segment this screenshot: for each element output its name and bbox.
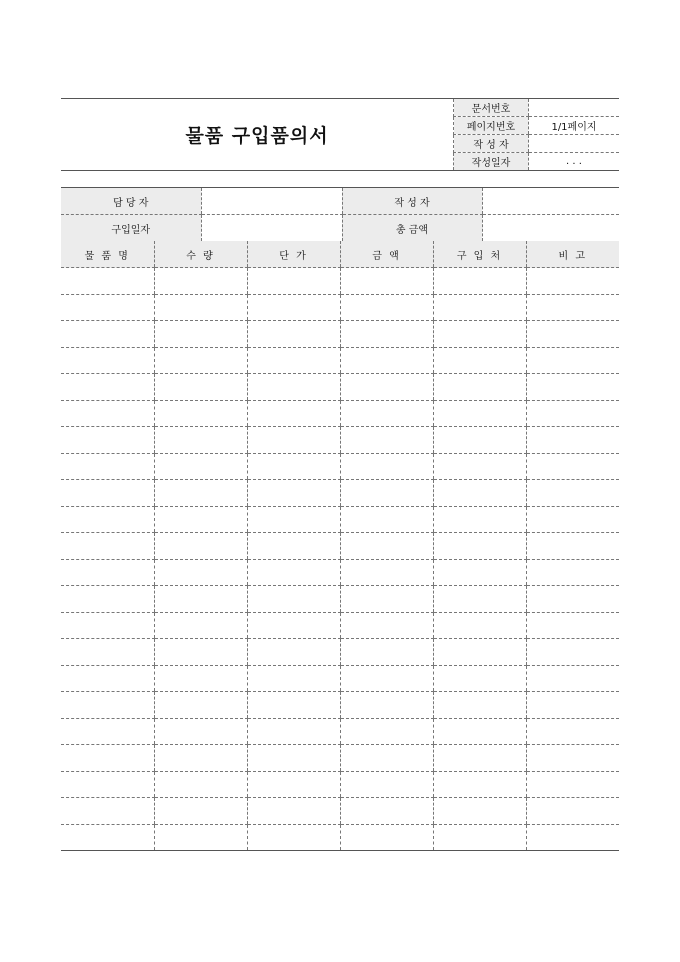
item-name-cell[interactable] (61, 559, 154, 586)
item-name-cell[interactable] (61, 321, 154, 348)
note-cell[interactable] (526, 639, 619, 666)
unit-price-cell[interactable] (247, 745, 340, 772)
amount-cell[interactable] (340, 718, 433, 745)
table-row (61, 453, 619, 480)
unit-price-cell[interactable] (247, 400, 340, 427)
item-name-cell[interactable] (61, 692, 154, 719)
amount-cell[interactable] (340, 586, 433, 613)
note-cell[interactable] (526, 400, 619, 427)
note-cell[interactable] (526, 798, 619, 825)
item-name-cell[interactable] (61, 824, 154, 851)
note-cell[interactable] (526, 374, 619, 401)
document-meta-table (453, 99, 619, 170)
quantity-cell[interactable] (154, 321, 247, 348)
unit-price-cell[interactable] (247, 294, 340, 321)
note-cell[interactable] (526, 347, 619, 374)
info-row-1 (61, 188, 619, 215)
note-cell[interactable] (526, 453, 619, 480)
item-name-cell[interactable] (61, 347, 154, 374)
total-amount-field[interactable] (482, 215, 619, 242)
unit-price-cell[interactable] (247, 586, 340, 613)
quantity-cell[interactable] (154, 533, 247, 560)
table-row (61, 559, 619, 586)
vendor-cell[interactable] (433, 480, 526, 507)
note-cell[interactable] (526, 480, 619, 507)
amount-cell[interactable] (340, 824, 433, 851)
amount-cell[interactable] (340, 771, 433, 798)
meta-row-author (454, 135, 620, 153)
page-number-label: 페이지번호 (454, 117, 529, 135)
unit-price-cell[interactable] (247, 665, 340, 692)
amount-cell[interactable] (340, 533, 433, 560)
unit-price-cell[interactable] (247, 771, 340, 798)
column-header-quantity: 수 량 (154, 241, 247, 268)
items-header-row (61, 241, 619, 268)
table-row (61, 533, 619, 560)
quantity-cell[interactable] (154, 586, 247, 613)
amount-cell[interactable] (340, 374, 433, 401)
quantity-cell[interactable] (154, 824, 247, 851)
item-name-cell[interactable] (61, 294, 154, 321)
table-row (61, 718, 619, 745)
vendor-cell[interactable] (433, 453, 526, 480)
purchase-date-field[interactable] (201, 215, 342, 242)
item-name-cell[interactable] (61, 798, 154, 825)
amount-cell[interactable] (340, 480, 433, 507)
meta-row-date (454, 153, 620, 171)
note-cell[interactable] (526, 559, 619, 586)
amount-cell[interactable] (340, 400, 433, 427)
note-cell[interactable] (526, 427, 619, 454)
document-header (61, 98, 619, 171)
unit-price-cell[interactable] (247, 718, 340, 745)
doc-number-field[interactable] (529, 99, 620, 117)
table-row (61, 745, 619, 772)
quantity-cell[interactable] (154, 374, 247, 401)
table-row (61, 506, 619, 533)
page-number-value: 1/1페이지 (529, 117, 620, 135)
quantity-cell[interactable] (154, 612, 247, 639)
table-row (61, 639, 619, 666)
note-cell[interactable] (526, 665, 619, 692)
item-name-cell[interactable] (61, 374, 154, 401)
unit-price-cell[interactable] (247, 559, 340, 586)
vendor-cell[interactable] (433, 745, 526, 772)
unit-price-cell[interactable] (247, 798, 340, 825)
quantity-cell[interactable] (154, 639, 247, 666)
vendor-cell[interactable] (433, 427, 526, 454)
unit-price-cell[interactable] (247, 824, 340, 851)
column-header-item-name: 물 품 명 (61, 241, 154, 268)
item-name-cell[interactable] (61, 533, 154, 560)
meta-row-page-number (454, 117, 620, 135)
note-cell[interactable] (526, 824, 619, 851)
vendor-cell[interactable] (433, 533, 526, 560)
item-name-cell[interactable] (61, 453, 154, 480)
author-label: 작 성 자 (342, 188, 482, 215)
unit-price-cell[interactable] (247, 347, 340, 374)
amount-cell[interactable] (340, 506, 433, 533)
note-cell[interactable] (526, 321, 619, 348)
column-header-amount: 금 액 (340, 241, 433, 268)
quantity-cell[interactable] (154, 718, 247, 745)
column-header-note: 비 고 (526, 241, 619, 268)
table-row (61, 427, 619, 454)
item-name-cell[interactable] (61, 586, 154, 613)
document-title: 물품 구입품의서 (185, 125, 329, 147)
table-row (61, 268, 619, 295)
item-name-cell[interactable] (61, 639, 154, 666)
note-cell[interactable] (526, 533, 619, 560)
amount-cell[interactable] (340, 453, 433, 480)
meta-row-doc-number (454, 99, 620, 117)
author-field[interactable] (482, 188, 619, 215)
written-date-field[interactable]: . . . (529, 153, 620, 171)
unit-price-cell[interactable] (247, 427, 340, 454)
vendor-cell[interactable] (433, 586, 526, 613)
amount-cell[interactable] (340, 612, 433, 639)
note-cell[interactable] (526, 718, 619, 745)
purchase-date-label: 구입일자 (61, 215, 201, 242)
amount-cell[interactable] (340, 798, 433, 825)
items-table (61, 241, 619, 851)
items-body (61, 268, 619, 851)
note-cell[interactable] (526, 506, 619, 533)
item-name-cell[interactable] (61, 506, 154, 533)
vendor-cell[interactable] (433, 798, 526, 825)
table-row (61, 771, 619, 798)
vendor-cell[interactable] (433, 374, 526, 401)
note-cell[interactable] (526, 771, 619, 798)
column-header-vendor: 구 입 처 (433, 241, 526, 268)
table-row (61, 824, 619, 851)
meta-author-field[interactable] (529, 135, 620, 153)
unit-price-cell[interactable] (247, 453, 340, 480)
quantity-cell[interactable] (154, 692, 247, 719)
note-cell[interactable] (526, 586, 619, 613)
quantity-cell[interactable] (154, 745, 247, 772)
unit-price-cell[interactable] (247, 374, 340, 401)
table-row (61, 586, 619, 613)
total-amount-label: 총 금액 (342, 215, 482, 242)
item-name-cell[interactable] (61, 480, 154, 507)
manager-label: 담 당 자 (61, 188, 201, 215)
unit-price-cell[interactable] (247, 692, 340, 719)
vendor-cell[interactable] (433, 665, 526, 692)
manager-field[interactable] (201, 188, 342, 215)
written-date-label: 작성일자 (454, 153, 529, 171)
table-row (61, 798, 619, 825)
amount-cell[interactable] (340, 639, 433, 666)
quantity-cell[interactable] (154, 665, 247, 692)
item-name-cell[interactable] (61, 718, 154, 745)
note-cell[interactable] (526, 268, 619, 295)
vendor-cell[interactable] (433, 294, 526, 321)
vendor-cell[interactable] (433, 612, 526, 639)
meta-author-label: 작 성 자 (454, 135, 529, 153)
unit-price-cell[interactable] (247, 506, 340, 533)
quantity-cell[interactable] (154, 798, 247, 825)
amount-cell[interactable] (340, 745, 433, 772)
vendor-cell[interactable] (433, 347, 526, 374)
vendor-cell[interactable] (433, 639, 526, 666)
amount-cell[interactable] (340, 321, 433, 348)
vendor-cell[interactable] (433, 824, 526, 851)
item-name-cell[interactable] (61, 400, 154, 427)
unit-price-cell[interactable] (247, 639, 340, 666)
table-row (61, 294, 619, 321)
quantity-cell[interactable] (154, 294, 247, 321)
amount-cell[interactable] (340, 692, 433, 719)
vendor-cell[interactable] (433, 692, 526, 719)
quantity-cell[interactable] (154, 453, 247, 480)
vendor-cell[interactable] (433, 268, 526, 295)
table-row (61, 665, 619, 692)
vendor-cell[interactable] (433, 559, 526, 586)
unit-price-cell[interactable] (247, 612, 340, 639)
info-row-2 (61, 215, 619, 242)
note-cell[interactable] (526, 294, 619, 321)
item-name-cell[interactable] (61, 427, 154, 454)
item-name-cell[interactable] (61, 745, 154, 772)
column-header-unit-price: 단 가 (247, 241, 340, 268)
amount-cell[interactable] (340, 268, 433, 295)
vendor-cell[interactable] (433, 321, 526, 348)
amount-cell[interactable] (340, 665, 433, 692)
table-row (61, 374, 619, 401)
note-cell[interactable] (526, 745, 619, 772)
item-name-cell[interactable] (61, 268, 154, 295)
table-row (61, 692, 619, 719)
amount-cell[interactable] (340, 427, 433, 454)
item-name-cell[interactable] (61, 612, 154, 639)
quantity-cell[interactable] (154, 506, 247, 533)
unit-price-cell[interactable] (247, 268, 340, 295)
quantity-cell[interactable] (154, 771, 247, 798)
vendor-cell[interactable] (433, 506, 526, 533)
table-row (61, 321, 619, 348)
item-name-cell[interactable] (61, 665, 154, 692)
table-row (61, 347, 619, 374)
amount-cell[interactable] (340, 294, 433, 321)
vendor-cell[interactable] (433, 771, 526, 798)
quantity-cell[interactable] (154, 347, 247, 374)
vendor-cell[interactable] (433, 400, 526, 427)
table-row (61, 400, 619, 427)
info-table (61, 187, 619, 242)
unit-price-cell[interactable] (247, 533, 340, 560)
doc-number-label: 문서번호 (454, 99, 529, 117)
quantity-cell[interactable] (154, 427, 247, 454)
quantity-cell[interactable] (154, 480, 247, 507)
quantity-cell[interactable] (154, 268, 247, 295)
unit-price-cell[interactable] (247, 321, 340, 348)
quantity-cell[interactable] (154, 559, 247, 586)
quantity-cell[interactable] (154, 400, 247, 427)
item-name-cell[interactable] (61, 771, 154, 798)
amount-cell[interactable] (340, 559, 433, 586)
vendor-cell[interactable] (433, 718, 526, 745)
amount-cell[interactable] (340, 347, 433, 374)
table-row (61, 612, 619, 639)
note-cell[interactable] (526, 612, 619, 639)
table-row (61, 480, 619, 507)
note-cell[interactable] (526, 692, 619, 719)
unit-price-cell[interactable] (247, 480, 340, 507)
